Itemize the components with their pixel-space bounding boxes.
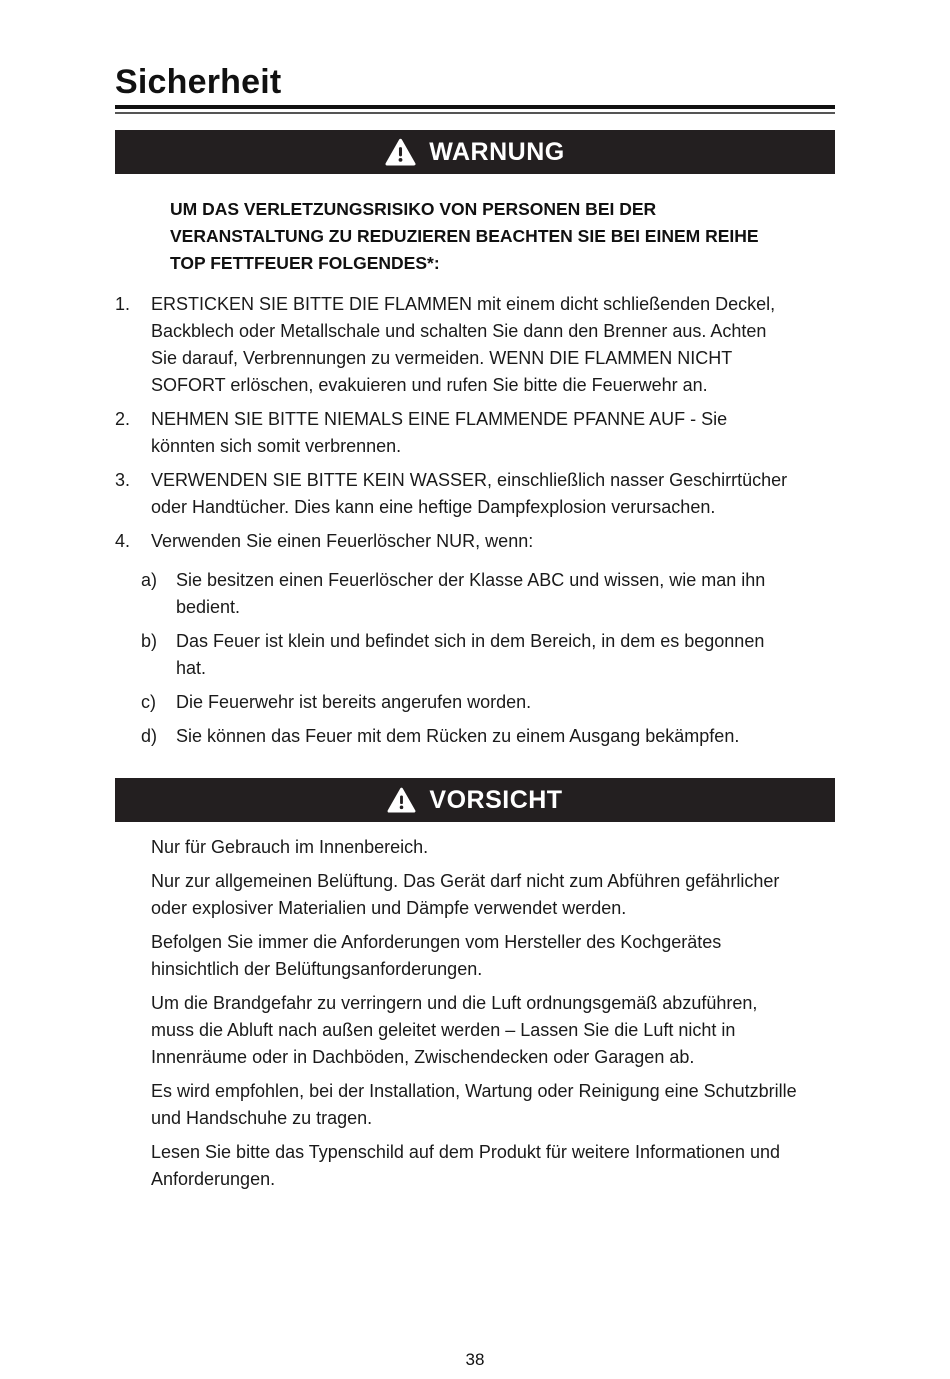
caution-bullet-list — [115, 834, 835, 1193]
list-item-text: Die Feuerwehr ist bereits angerufen worden. — [176, 692, 532, 712]
warning-lettered-sublist — [141, 567, 835, 750]
list-item — [115, 467, 835, 521]
list-item-marker: c) — [141, 692, 156, 712]
caution-banner-label: VORSICHT — [429, 785, 563, 814]
list-item-text: Nur zur allgemeinen Belüftung. Das Gerät darf nicht zum Abführen gefährlicher oder explosiver Materialien und Dämpfe verwendet werden. — [151, 871, 780, 918]
square-bullet-icon — [115, 929, 151, 983]
warning-banner — [115, 130, 835, 174]
caution-banner — [115, 778, 835, 822]
list-item-marker: 1. — [115, 294, 131, 314]
list-item — [115, 868, 835, 922]
list-item — [115, 1078, 835, 1132]
warning-triangle-icon — [387, 787, 416, 813]
list-item-text: Sie besitzen einen Feuerlöscher der Klasse ABC und wissen, wie man ihn bedient. — [176, 570, 766, 617]
list-item-text: Sie können das Feuer mit dem Rücken zu einem Ausgang bekämpfen. — [176, 726, 740, 746]
list-item-marker: b) — [141, 631, 158, 651]
warning-intro-paragraph: UM DAS VERLETZUNGSRISIKO VON PERSONEN BEI DER VERANSTALTUNG ZU REDUZIEREN BEACHTEN SIE BEI EINEM REIHE TOP FETTFEUER FOLGENDES*: — [170, 199, 759, 273]
list-item-text: Es wird empfohlen, bei der Installation, Wartung oder Reinigung eine Schutzbrille und Handschuhe zu tragen. — [151, 1081, 797, 1128]
title-rule-thin — [115, 112, 835, 114]
square-bullet-icon — [115, 1078, 151, 1132]
title-rule-thick — [115, 105, 835, 109]
list-item-text: Lesen Sie bitte das Typenschild auf dem Produkt für weitere Informationen und Anforderungen. — [151, 1142, 781, 1189]
page-number: 38 — [465, 1350, 485, 1369]
list-item-marker: d) — [141, 726, 158, 746]
list-item — [141, 723, 835, 750]
list-item-text: Um die Brandgefahr zu verringern und die Luft ordnungsgemäß abzuführen, muss die Abluft nach außen geleitet werden – Lassen Sie die Luft nicht in Innenräume oder in Dachböden, Zwischendecken oder Garagen ab. — [151, 993, 758, 1067]
warning-banner-label: WARNUNG — [429, 137, 565, 166]
list-item — [115, 929, 835, 983]
list-item-marker: a) — [141, 570, 158, 590]
page-title: Sicherheit — [115, 63, 282, 101]
list-item-text: VERWENDEN SIE BITTE KEIN WASSER, einschließlich nasser Geschirrtücher oder Handtücher. Dies kann eine heftige Dampfexplosion verursachen. — [151, 470, 788, 517]
list-item — [115, 528, 835, 555]
list-item-marker: 3. — [115, 470, 131, 490]
list-item — [115, 291, 835, 399]
square-bullet-icon — [115, 868, 151, 922]
list-item-text: Das Feuer ist klein und befindet sich in dem Bereich, in dem es begonnen hat. — [176, 631, 765, 678]
list-item-text: NEHMEN SIE BITTE NIEMALS EINE FLAMMENDE PFANNE AUF - Sie könnten sich somit verbrennen. — [151, 409, 728, 456]
list-item-text: Nur für Gebrauch im Innenbereich. — [151, 837, 429, 857]
list-item — [141, 689, 835, 716]
list-item-text: Befolgen Sie immer die Anforderungen vom Hersteller des Kochgerätes hinsichtlich der Belüftungsanforderungen. — [151, 932, 722, 979]
list-item-text: Verwenden Sie einen Feuerlöscher NUR, wenn: — [151, 531, 534, 551]
warning-triangle-icon — [385, 138, 416, 166]
list-item — [115, 1139, 835, 1193]
list-item — [115, 834, 835, 861]
list-item — [115, 406, 835, 460]
list-item-text: ERSTICKEN SIE BITTE DIE FLAMMEN mit einem dicht schließenden Deckel, Backblech oder Metallschale und schalten Sie dann den Brenner aus. Achten Sie darauf, Verbrennungen zu vermeiden. WENN DIE FLAMMEN NICHT SOFORT erlöschen, evakuieren und rufen Sie bitte die Feuerwehr an. — [151, 294, 776, 395]
list-item — [141, 628, 835, 682]
list-item — [115, 990, 835, 1071]
list-item-marker: 4. — [115, 531, 131, 551]
square-bullet-icon — [115, 990, 151, 1071]
square-bullet-icon — [115, 834, 151, 861]
square-bullet-icon — [115, 1139, 151, 1193]
warning-numbered-list — [115, 291, 835, 750]
list-item — [141, 567, 835, 621]
list-item-marker: 2. — [115, 409, 131, 429]
